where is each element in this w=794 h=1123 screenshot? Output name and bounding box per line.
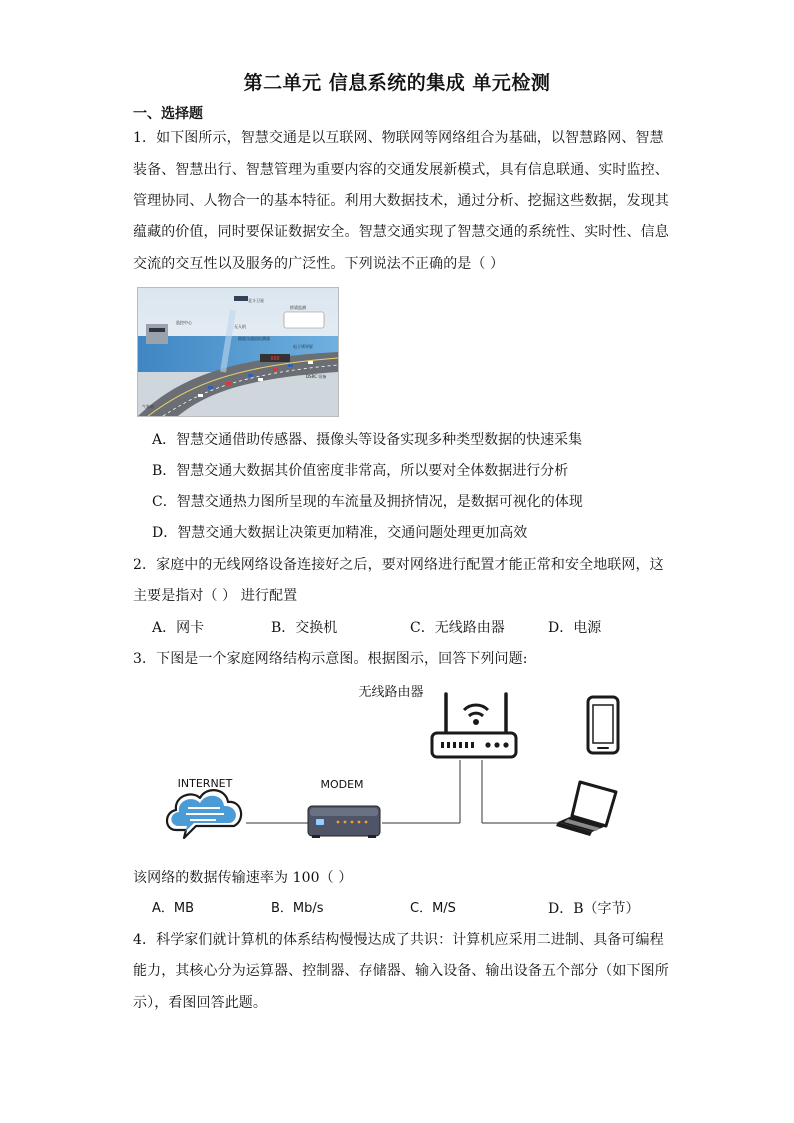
page-title: 第二单元 信息系统的集成 单元检测: [243, 72, 551, 94]
modem-label: MODEM: [320, 778, 364, 791]
q4-line-1: 4．科学家们就计算机的体系结构慢慢达成了共识：计算机应采用二进制、具备可编程: [133, 932, 664, 948]
q2-option-c: C．无线路由器: [410, 620, 505, 636]
modem-icon: [308, 806, 380, 838]
q2-option-b: B．交换机: [271, 620, 338, 636]
cloud-icon: [167, 790, 241, 838]
q3-option-b: B．Mb/s: [271, 901, 324, 916]
svg-text:888: 888: [270, 356, 280, 362]
q3-option-c: C．M/S: [410, 901, 456, 916]
internet-label: INTERNET: [177, 777, 233, 790]
section-heading: 一、选择题: [133, 106, 203, 122]
q2-option-d: D．电源: [548, 620, 602, 636]
q4-line-2: 能力，其核心分为运算器、控制器、存储器、输入设备、输出设备五个部分（如下图所: [133, 963, 669, 979]
img-label-sign: 电子诱导屏: [293, 344, 313, 349]
phone-icon: [588, 697, 618, 753]
q1-line-3: 管理协同、人物合一的基本特征。利用大数据技术，通过分析、挖掘这些数据，发现其: [133, 193, 669, 209]
q1-option-c: C．智慧交通热力图所呈现的车流量及拥挤情况，是数据可视化的体现: [152, 494, 583, 510]
q1-line-5: 交流的交互性以及服务的广泛性。下列说法不正确的是（ ）: [133, 256, 505, 272]
img-label-monitor: 监控中心: [176, 320, 192, 325]
img-label-weather: 气象站: [142, 404, 154, 409]
q1-line-1: 1．如下图所示，智慧交通是以互联网、物联网等网络组合为基础，以智慧路网、智慧: [133, 130, 664, 146]
q3-line: 3．下图是一个家庭网络结构示意图。根据图示，回答下列问题:: [133, 651, 528, 667]
img-label-satellite: 北斗卫星: [248, 298, 264, 303]
q4-line-3: 示），看图回答此题。: [133, 995, 267, 1011]
img-label-drone: 无人机: [234, 324, 246, 329]
q2-option-a: A．网卡: [152, 620, 205, 636]
smart-traffic-image: [137, 287, 339, 417]
q3-question: 该网络的数据传输速率为 100（ ）: [133, 870, 353, 886]
home-network-diagram: [160, 680, 630, 850]
q1-line-2: 装备、智慧出行、智慧管理为重要内容的交通发展新模式，具有信息联通、实时监控、: [133, 162, 669, 178]
q3-option-a: A．MB: [152, 901, 195, 916]
router-icon: [432, 694, 516, 757]
q3-option-d: D．B（字节）: [548, 901, 640, 917]
img-label-bridge: 桥梁监测: [290, 305, 306, 310]
q2-line-2: 主要是指对（ ） 进行配置: [133, 588, 298, 604]
q2-line-1: 2．家庭中的无线网络设备连接好之后，要对网络进行配置才能正常和安全地联网，这: [133, 557, 664, 573]
q1-option-a: A．智慧交通借助传感器、摄像头等设备实现多种类型数据的快速采集: [152, 432, 583, 448]
laptop-icon: [556, 782, 616, 836]
q1-option-d: D．智慧交通大数据让决策更加精准，交通问题处理更加高效: [152, 525, 528, 541]
router-label: 无线路由器: [358, 685, 424, 700]
img-label-road-detect: 路面交通流检测器: [238, 336, 270, 341]
q1-line-4: 蕴藏的价值，同时要保证数据安全。智慧交通实现了智慧交通的系统性、实时性、信息: [133, 224, 669, 240]
img-label-dsrc: DSRC 设备: [306, 374, 327, 379]
q1-option-b: B．智慧交通大数据其价值密度非常高，所以要对全体数据进行分析: [152, 463, 569, 479]
